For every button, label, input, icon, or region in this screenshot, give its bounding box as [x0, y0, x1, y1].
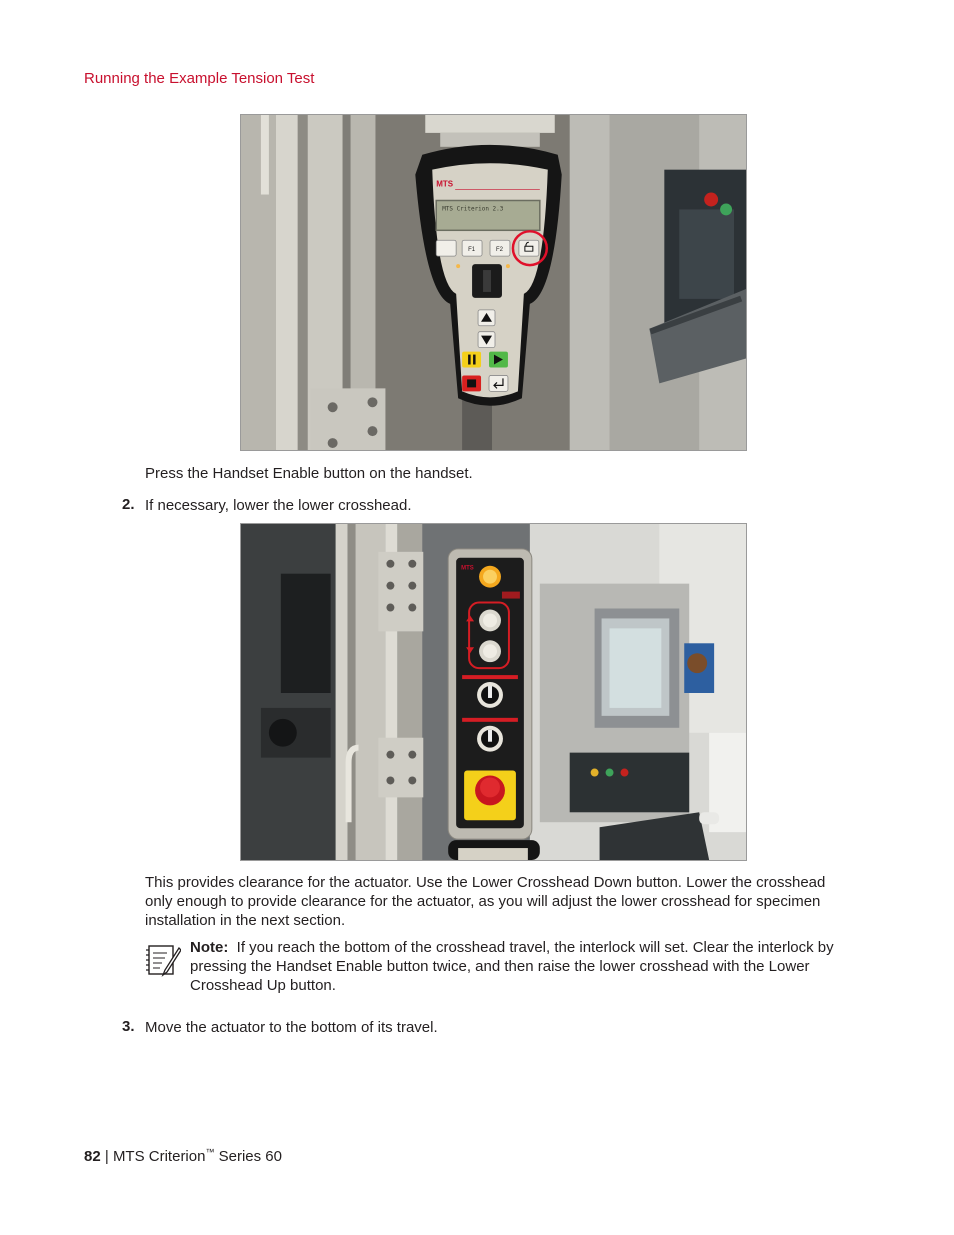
product-name: MTS Criterion [112, 1148, 206, 1165]
note-label: Note: [190, 939, 229, 956]
intro-instruction: Press the Handset Enable button on the handset. [145, 465, 473, 482]
section-title: Running the Example Tension Test [84, 70, 315, 87]
handset-illustration [241, 115, 746, 450]
step-2-text: If necessary, lower the lower crosshead. [145, 497, 412, 514]
handset-display-text: MTS Criterion 2.3 [442, 205, 504, 213]
footer-separator: | [104, 1148, 109, 1165]
handset-photo [240, 114, 747, 451]
handset-brand: MTS [436, 179, 454, 189]
panel-brand: MTS [461, 565, 474, 572]
step-3-number: 3. [122, 1018, 135, 1035]
page-footer [84, 1148, 282, 1165]
product-series: Series 60 [218, 1148, 282, 1165]
crosshead-panel-illustration [241, 524, 746, 860]
step-3-text: Move the actuator to the bottom of its travel. [145, 1019, 438, 1036]
f2-label: F2 [495, 247, 503, 254]
note-icon [145, 942, 181, 978]
trademark-symbol: ™ [205, 1147, 215, 1157]
crosshead-panel-photo [240, 523, 747, 861]
step-2-detail: This provides clearance for the actuator. Use the Lower Crosshead Down button. Lower the crosshead only enough to provide clearance for the actuator, as you will adjust the lower crosshead for specimen installation in the next section. [145, 874, 826, 929]
step-2-number: 2. [122, 496, 135, 513]
note-text: If you reach the bottom of the crosshead travel, the interlock will set. Clear the interlock by pressing the Handset Enable button twice, and then raise the lower crosshead with the Lower Crosshead Up button. [190, 939, 834, 994]
page-number: 82 [84, 1148, 101, 1165]
note-block [190, 938, 850, 995]
f1-label: F1 [468, 247, 476, 254]
